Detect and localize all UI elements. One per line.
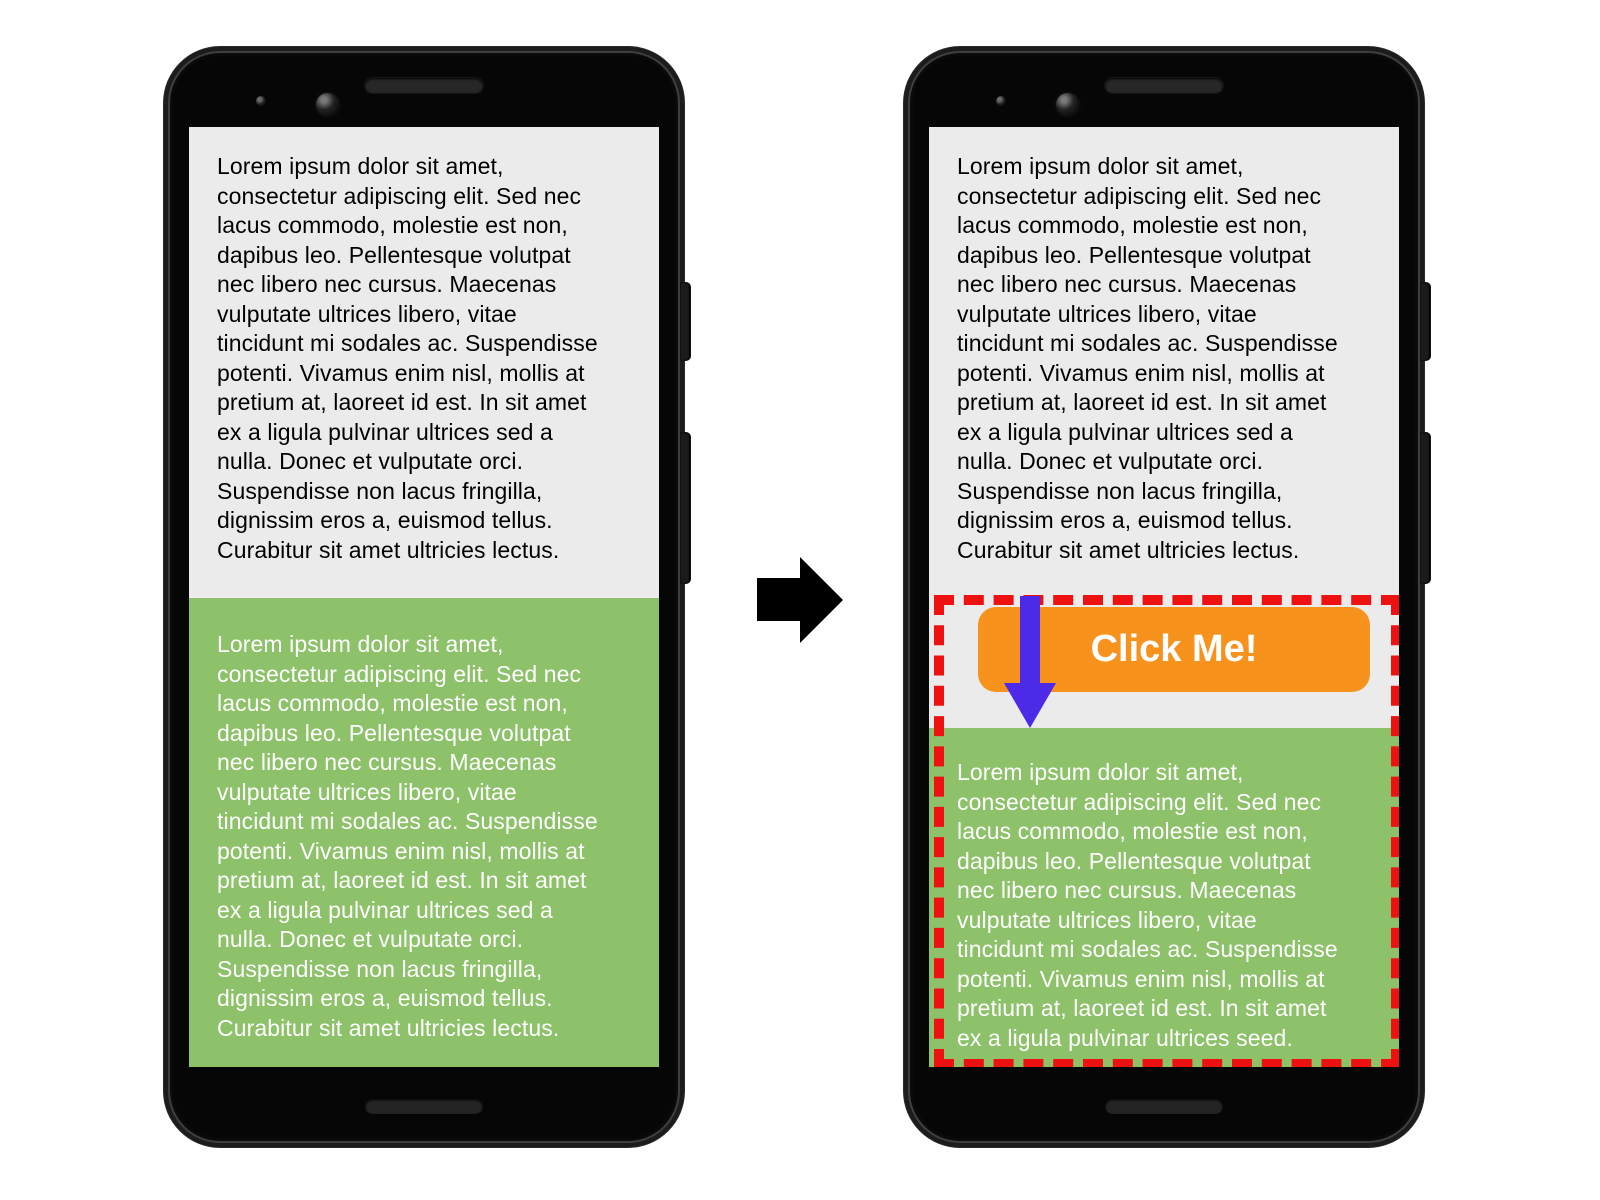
text-line: nulla. Donec et vulputate orci. <box>957 448 1264 474</box>
transition-arrow-head <box>800 557 843 643</box>
phone-screen-before <box>189 127 659 1067</box>
text-line: lacus commodo, molestie est non, <box>217 212 568 238</box>
text-line: Lorem ipsum dolor sit amet, <box>957 759 1244 785</box>
text-line: consectetur adipiscing elit. Sed nec <box>957 182 1322 209</box>
text-line: Curabitur sit amet ultricies lectus. <box>957 536 1300 563</box>
phone-screen-after <box>929 127 1399 1067</box>
text-line: nec libero nec cursus. Maecenas <box>217 271 557 297</box>
text-line: potenti. Vivamus enim nisl, mollis at <box>217 359 585 386</box>
text-line: ex a ligula pulvinar ultrices seed. <box>957 1024 1293 1051</box>
text-line: dapibus leo. Pellentesque volutpat <box>957 847 1311 874</box>
power-button <box>681 283 690 360</box>
text-line: tincidunt mi sodales ac. Suspendisse <box>957 936 1338 962</box>
text-line: Suspendisse non lacus fringilla, <box>217 477 543 504</box>
text-line: Lorem ipsum dolor sit amet, <box>217 631 504 657</box>
speaker-grille <box>1105 78 1223 93</box>
text-line: vulputate ultrices libero, vitae <box>957 906 1257 933</box>
text-line: dignissim eros a, euismod tellus. <box>217 507 553 533</box>
text-line: ex a ligula pulvinar ultrices sed a <box>217 896 553 923</box>
text-line: dapibus leo. Pellentesque volutpat <box>957 241 1311 268</box>
front-camera-icon <box>316 93 339 116</box>
speaker-grille <box>365 78 483 93</box>
text-line: Lorem ipsum dolor sit amet, <box>957 153 1244 179</box>
text-line: ex a ligula pulvinar ultrices sed a <box>957 418 1293 445</box>
text-line: Curabitur sit amet ultricies lectus. <box>217 536 560 563</box>
text-line: consectetur adipiscing elit. Sed nec <box>217 182 582 209</box>
text-line: pretium at, laoreet id est. In sit amet <box>217 389 587 415</box>
transition-arrow-shaft <box>757 578 801 621</box>
text-line: lacus commodo, molestie est non, <box>217 690 568 716</box>
text-line: Curabitur sit amet ultricies lectus. <box>217 1014 560 1041</box>
text-line: vulputate ultrices libero, vitae <box>217 778 517 805</box>
text-line: tincidunt mi sodales ac. Suspendisse <box>957 330 1338 356</box>
phone-mockup-after <box>904 47 1424 1147</box>
text-line: Lorem ipsum dolor sit amet, <box>217 153 504 179</box>
text-line: dapibus leo. Pellentesque volutpat <box>217 719 571 746</box>
sensor-dot-icon <box>996 96 1006 106</box>
volume-button <box>681 433 690 583</box>
text-line: pretium at, laoreet id est. In sit amet <box>217 867 587 893</box>
text-line: lacus commodo, molestie est non, <box>957 818 1308 844</box>
phone-mockup-before <box>164 47 684 1147</box>
text-line: Suspendisse non lacus fringilla, <box>217 955 543 982</box>
text-line: pretium at, laoreet id est. In sit amet <box>957 995 1327 1021</box>
lorem-paragraph-gray <box>957 152 1338 565</box>
text-line: lacus commodo, molestie est non, <box>957 212 1308 238</box>
text-line: ex a ligula pulvinar ultrices sed a <box>217 418 553 445</box>
text-line: pretium at, laoreet id est. In sit amet <box>957 389 1327 415</box>
text-line: nec libero nec cursus. Maecenas <box>217 749 557 775</box>
text-line: vulputate ultrices libero, vitae <box>957 300 1257 327</box>
lorem-paragraph-green <box>217 630 598 1043</box>
text-line: potenti. Vivamus enim nisl, mollis at <box>957 359 1325 386</box>
text-line: dapibus leo. Pellentesque volutpat <box>217 241 571 268</box>
text-line: nec libero nec cursus. Maecenas <box>957 877 1297 903</box>
text-line: nec libero nec cursus. Maecenas <box>957 271 1297 297</box>
text-line: tincidunt mi sodales ac. Suspendisse <box>217 808 598 834</box>
home-indicator <box>365 1099 483 1114</box>
text-line: nulla. Donec et vulputate orci. <box>217 448 524 474</box>
lorem-paragraph-gray <box>217 152 598 565</box>
power-button <box>1421 283 1430 360</box>
shift-arrow-shaft <box>1020 596 1040 684</box>
green-content-section <box>189 598 659 1067</box>
text-line: consectetur adipiscing elit. Sed nec <box>217 660 582 687</box>
shift-arrow-head <box>1004 683 1056 728</box>
text-line: dignissim eros a, euismod tellus. <box>957 507 1293 533</box>
text-line: dignissim eros a, euismod tellus. <box>217 985 553 1011</box>
volume-button <box>1421 433 1430 583</box>
text-line: Suspendisse non lacus fringilla, <box>957 477 1283 504</box>
text-line: potenti. Vivamus enim nisl, mollis at <box>957 965 1325 992</box>
text-line: consectetur adipiscing elit. Sed nec <box>957 788 1322 815</box>
text-line: tincidunt mi sodales ac. Suspendisse <box>217 330 598 356</box>
sensor-dot-icon <box>256 96 266 106</box>
text-line: potenti. Vivamus enim nisl, mollis at <box>217 837 585 864</box>
text-line: nulla. Donec et vulputate orci. <box>217 926 524 952</box>
text-line: vulputate ultrices libero, vitae <box>217 300 517 327</box>
front-camera-icon <box>1056 93 1079 116</box>
transition-arrow-icon <box>757 557 843 643</box>
click-me-button[interactable]: Click Me! <box>978 607 1370 692</box>
home-indicator <box>1105 1099 1223 1114</box>
